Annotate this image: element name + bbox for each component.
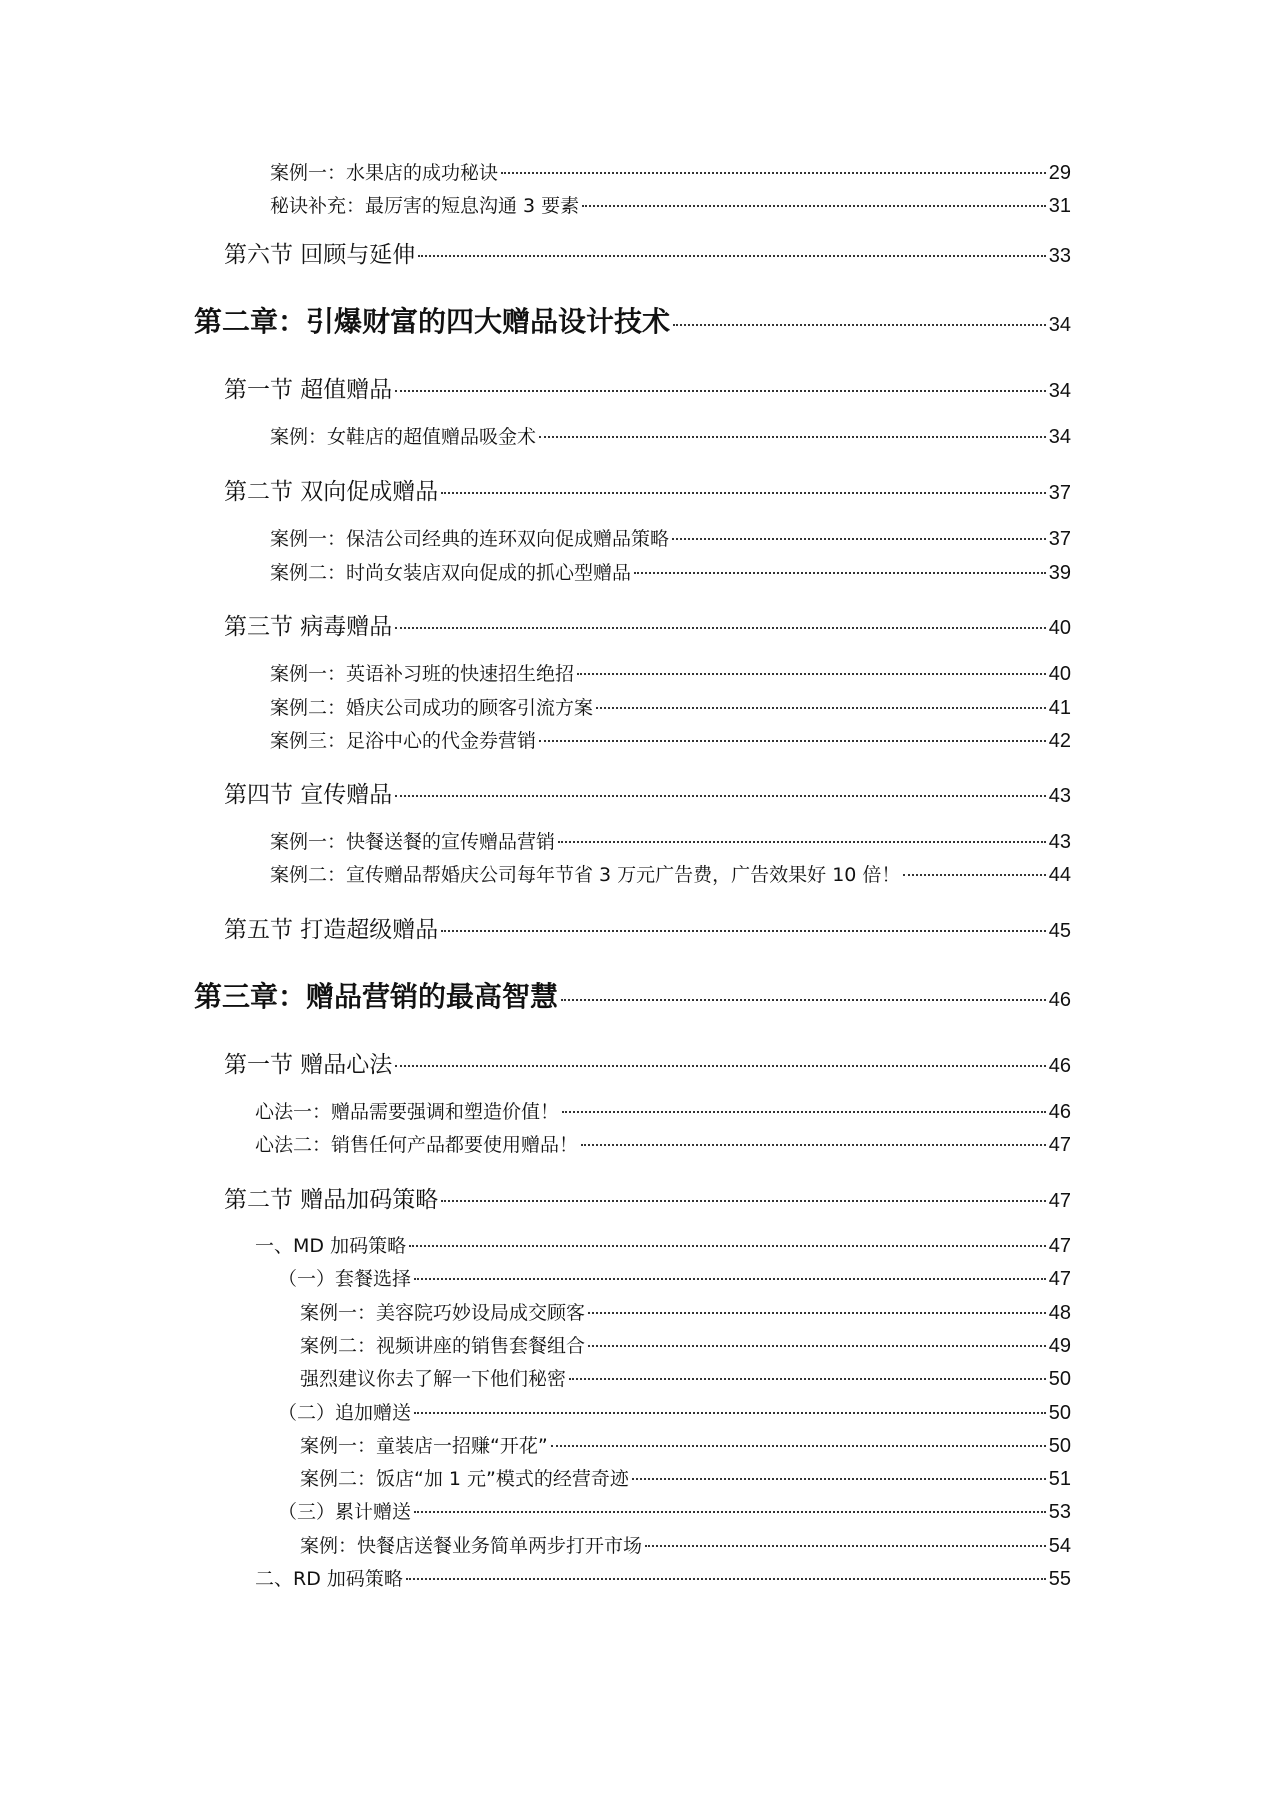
dot-leader	[441, 1200, 1045, 1202]
toc-entry-page-number: 33	[1048, 245, 1071, 267]
toc-entry-title: 案例一：水果店的成功秘诀	[270, 162, 499, 184]
dot-leader	[569, 1378, 1046, 1380]
toc-entry-page-number: 41	[1048, 697, 1071, 719]
toc-entry-title: 案例：女鞋店的超值赠品吸金术	[270, 426, 537, 448]
dot-leader	[395, 390, 1045, 392]
toc-entry-title: 案例二：时尚女装店双向促成的抓心型赠品	[270, 562, 632, 584]
toc-entry-page-number: 40	[1048, 663, 1071, 685]
toc-entry-title: 案例二：视频讲座的销售套餐组合	[300, 1335, 586, 1357]
dot-leader	[673, 324, 1046, 326]
toc-entry-case[interactable]	[278, 1398, 1071, 1425]
toc-entry-page-number: 31	[1048, 195, 1071, 217]
toc-entry-page-number: 48	[1048, 1302, 1071, 1324]
toc-entry-page-number: 53	[1048, 1501, 1071, 1523]
toc-entry-case[interactable]	[270, 191, 1071, 218]
dot-leader	[558, 841, 1046, 843]
toc-entry-section[interactable]	[224, 776, 1071, 809]
toc-entry-title: 二、RD 加码策略	[255, 1568, 403, 1590]
dot-leader	[441, 492, 1045, 494]
toc-entry-case[interactable]	[255, 1130, 1071, 1157]
toc-entry-title: 案例一：保洁公司经典的连环双向促成赠品策略	[270, 528, 670, 550]
dot-leader	[672, 538, 1046, 540]
toc-entry-title: 第二章：引爆财富的四大赠品设计技术	[194, 305, 671, 338]
toc-entry-title: 案例一：英语补习班的快速招生绝招	[270, 663, 575, 685]
dot-leader	[414, 1278, 1046, 1280]
toc-entry-case[interactable]	[255, 1564, 1071, 1591]
toc-entry-title: 第六节 回顾与延伸	[224, 242, 416, 268]
dot-leader	[418, 255, 1045, 257]
toc-entry-title: 案例三：足浴中心的代金券营销	[270, 730, 537, 752]
dot-leader	[588, 1345, 1046, 1347]
toc-entry-case[interactable]	[270, 726, 1071, 753]
toc-entry-section[interactable]	[224, 1046, 1071, 1079]
toc-entry-case[interactable]	[270, 693, 1071, 720]
toc-entry-title: 强烈建议你去了解一下他们秘密	[300, 1368, 567, 1390]
toc-entry-page-number: 40	[1048, 617, 1071, 639]
dot-leader	[588, 1312, 1046, 1314]
toc-entry-title: 第五节 打造超级赠品	[224, 917, 439, 943]
toc-entry-page-number: 47	[1048, 1235, 1071, 1257]
dot-leader	[561, 999, 1046, 1001]
dot-leader	[539, 436, 1046, 438]
toc-entry-page-number: 54	[1048, 1535, 1071, 1557]
toc-entry-case[interactable]	[300, 1531, 1071, 1558]
dot-leader	[581, 1144, 1046, 1146]
toc-entry-section[interactable]	[224, 236, 1071, 269]
toc-entry-page-number: 34	[1048, 314, 1071, 336]
toc-entry-case[interactable]	[278, 1497, 1071, 1524]
toc-entry-page-number: 46	[1048, 989, 1071, 1011]
toc-entry-page-number: 51	[1048, 1468, 1071, 1490]
toc-entry-page-number: 50	[1048, 1402, 1071, 1424]
toc-entry-page-number: 43	[1048, 831, 1071, 853]
toc-entry-page-number: 47	[1048, 1190, 1071, 1212]
toc-entry-case[interactable]	[300, 1464, 1071, 1491]
toc-entry-page-number: 37	[1048, 482, 1071, 504]
dot-leader	[395, 627, 1045, 629]
toc-entry-title: （一）套餐选择	[278, 1268, 412, 1290]
toc-entry-chapter[interactable]	[194, 300, 1071, 340]
toc-entry-title: 第三章：赠品营销的最高智慧	[194, 980, 559, 1013]
toc-entry-case[interactable]	[270, 158, 1071, 185]
toc-entry-section[interactable]	[224, 911, 1071, 944]
toc-entry-case[interactable]	[300, 1364, 1071, 1391]
dot-leader	[632, 1478, 1046, 1480]
toc-entry-title: 第一节 超值赠品	[224, 377, 393, 403]
toc-entry-page-number: 50	[1048, 1435, 1071, 1457]
toc-entry-page-number: 49	[1048, 1335, 1071, 1357]
toc-entry-title: （三）累计赠送	[278, 1501, 412, 1523]
toc-entry-page-number: 29	[1048, 162, 1071, 184]
dot-leader	[406, 1578, 1046, 1580]
toc-entry-title: （二）追加赠送	[278, 1402, 412, 1424]
toc-entry-case[interactable]	[270, 827, 1071, 854]
toc-entry-title: 心法一：赠品需要强调和塑造价值！	[255, 1101, 560, 1123]
toc-entry-page-number: 43	[1048, 785, 1071, 807]
toc-entry-title: 秘诀补充：最厉害的短息沟通 3 要素	[270, 195, 580, 217]
toc-entry-title: 案例二：婚庆公司成功的顾客引流方案	[270, 697, 594, 719]
toc-entry-page-number: 39	[1048, 562, 1071, 584]
dot-leader	[577, 673, 1046, 675]
toc-entry-title: 第三节 病毒赠品	[224, 614, 393, 640]
dot-leader	[395, 795, 1045, 797]
toc-entry-case[interactable]	[300, 1298, 1071, 1325]
toc-entry-section[interactable]	[224, 473, 1071, 506]
toc-entry-title: 第二节 双向促成赠品	[224, 479, 439, 505]
toc-entry-page-number: 47	[1048, 1268, 1071, 1290]
dot-leader	[414, 1511, 1046, 1513]
toc-entry-page-number: 46	[1048, 1101, 1071, 1123]
toc-entry-page-number: 55	[1048, 1568, 1071, 1590]
dot-leader	[501, 172, 1046, 174]
toc-entry-chapter[interactable]	[194, 975, 1071, 1015]
dot-leader	[903, 874, 1045, 876]
toc-entry-case[interactable]	[270, 860, 1071, 887]
dot-leader	[582, 205, 1046, 207]
toc-entry-case[interactable]	[270, 659, 1071, 686]
dot-leader	[551, 1445, 1046, 1447]
toc-entry-title: 第二节 赠品加码策略	[224, 1187, 439, 1213]
dot-leader	[409, 1245, 1046, 1247]
toc-entry-case[interactable]	[278, 1264, 1071, 1291]
toc-entry-title: 案例：快餐店送餐业务简单两步打开市场	[300, 1535, 643, 1557]
toc-entry-title: 案例一：快餐送餐的宣传赠品营销	[270, 831, 556, 853]
dot-leader	[395, 1065, 1045, 1067]
toc-entry-page-number: 44	[1048, 864, 1071, 886]
toc-entry-case[interactable]	[270, 422, 1071, 449]
toc-entry-page-number: 50	[1048, 1368, 1071, 1390]
toc-entry-page-number: 34	[1048, 380, 1071, 402]
toc-entry-title: 一、MD 加码策略	[255, 1235, 407, 1257]
dot-leader	[596, 707, 1046, 709]
toc-entry-section[interactable]	[224, 1181, 1071, 1214]
toc-entry-title: 心法二：销售任何产品都要使用赠品！	[255, 1134, 579, 1156]
toc-entry-page-number: 45	[1048, 920, 1071, 942]
toc-entry-page-number: 42	[1048, 730, 1071, 752]
toc-entry-page-number: 47	[1048, 1134, 1071, 1156]
dot-leader	[539, 740, 1046, 742]
toc-entry-title: 案例一：童装店一招赚“开花”	[300, 1435, 548, 1457]
dot-leader	[441, 930, 1045, 932]
toc-entry-case[interactable]	[255, 1231, 1071, 1258]
dot-leader	[562, 1111, 1046, 1113]
toc-entry-page-number: 34	[1048, 426, 1071, 448]
toc-entry-page-number: 46	[1048, 1055, 1071, 1077]
toc-entry-case[interactable]	[270, 524, 1071, 551]
toc-entry-section[interactable]	[224, 608, 1071, 641]
toc-entry-section[interactable]	[224, 371, 1071, 404]
toc-entry-case[interactable]	[270, 558, 1071, 585]
toc-entry-title: 第四节 宣传赠品	[224, 782, 393, 808]
toc-entry-title: 案例二：宣传赠品帮婚庆公司每年节省 3 万元广告费，广告效果好 10 倍！	[270, 864, 901, 886]
dot-leader	[645, 1545, 1046, 1547]
dot-leader	[634, 572, 1046, 574]
toc-entry-page-number: 37	[1048, 528, 1071, 550]
dot-leader	[414, 1412, 1046, 1414]
toc-entry-title: 案例一：美容院巧妙设局成交顾客	[300, 1302, 586, 1324]
toc-entry-title: 案例二：饭店“加 1 元”模式的经营奇迹	[300, 1468, 629, 1490]
toc-entry-case[interactable]	[300, 1431, 1071, 1458]
toc-entry-case[interactable]	[300, 1331, 1071, 1358]
toc-entry-case[interactable]	[255, 1097, 1071, 1124]
toc-entry-title: 第一节 赠品心法	[224, 1052, 393, 1078]
